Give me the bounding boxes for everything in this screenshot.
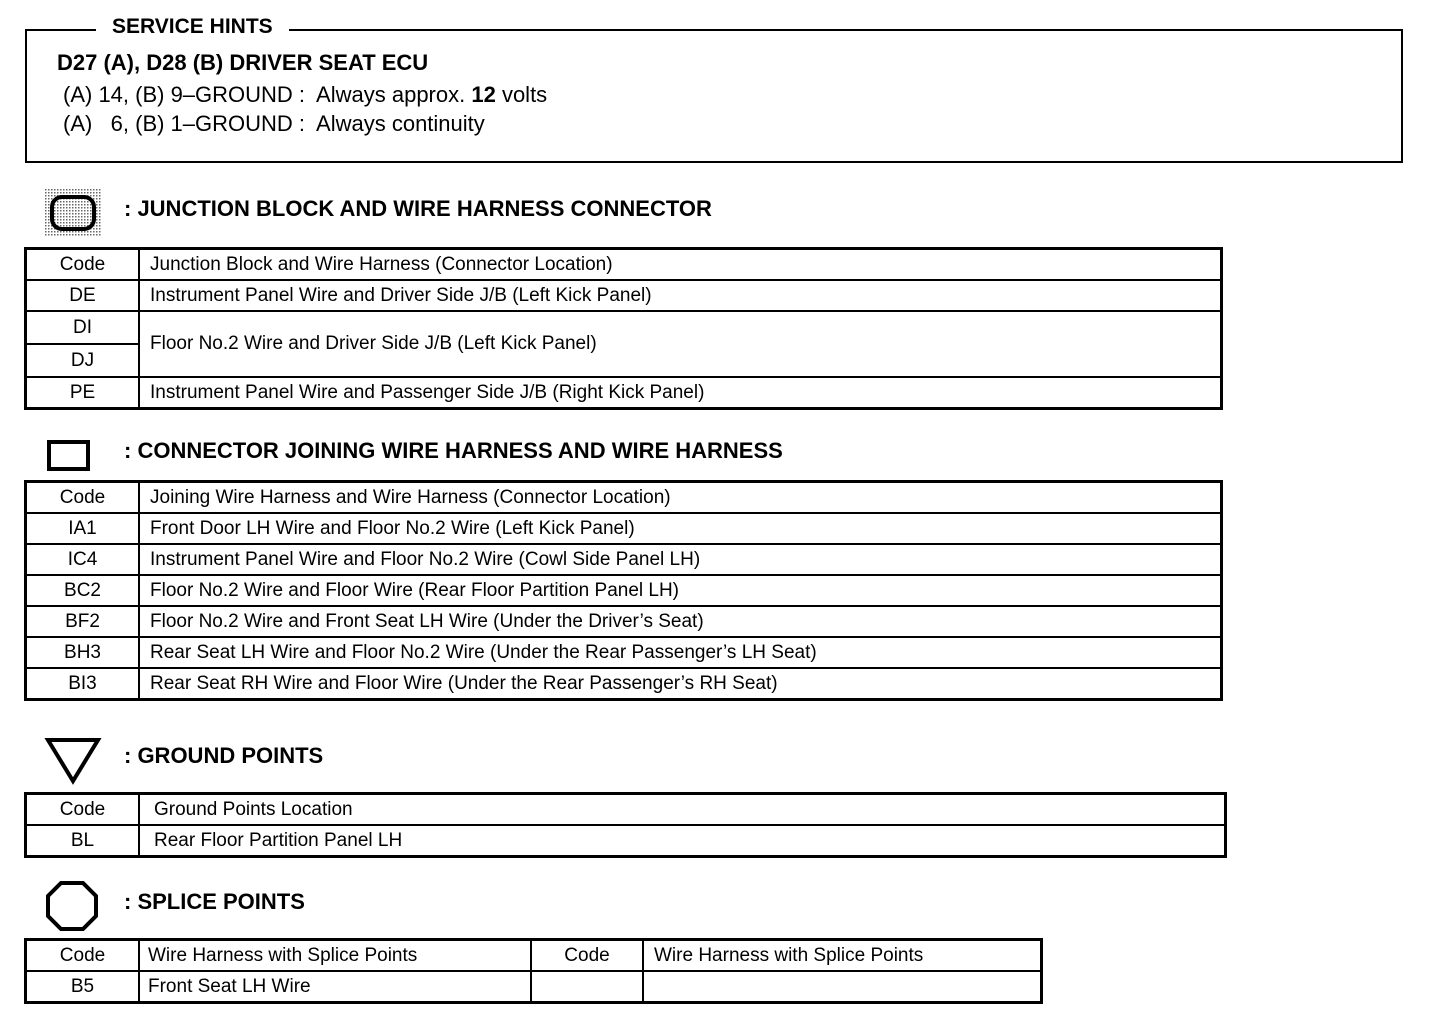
header-description-2: Wire Harness with Splice Points <box>643 940 1042 972</box>
row-code: BH3 <box>26 637 140 668</box>
row-description: Rear Seat LH Wire and Floor No.2 Wire (Under the Rear Passenger’s LH Seat) <box>139 637 1222 668</box>
row-description-2 <box>643 971 1042 1003</box>
hint-line-2: (A) 6, (B) 1–GROUND : Always continuity <box>63 111 485 136</box>
header-description: Joining Wire Harness and Wire Harness (Connector Location) <box>139 482 1222 514</box>
row-code: BF2 <box>26 606 140 637</box>
table-header-row <box>26 482 1222 514</box>
row-code: BI3 <box>26 668 140 700</box>
service-hints-heading: D27 (A), D28 (B) DRIVER SEAT ECU <box>57 50 429 75</box>
table-row <box>26 668 1222 700</box>
row-code: DE <box>26 280 140 311</box>
table-row <box>26 311 1222 344</box>
connector-table <box>24 480 1223 701</box>
table-row <box>26 377 1222 409</box>
junction-table <box>24 247 1223 410</box>
service-hints-title: SERVICE HINTS <box>96 14 289 40</box>
connector-rectangle-icon <box>47 440 91 477</box>
header-code: Code <box>26 249 140 281</box>
table-row <box>26 606 1222 637</box>
row-code: BC2 <box>26 575 140 606</box>
table-row <box>26 513 1222 544</box>
row-description: Instrument Panel Wire and Passenger Side J/B (Right Kick Panel) <box>139 377 1222 409</box>
ground-triangle-icon <box>44 737 102 790</box>
row-code: DJ <box>26 344 140 377</box>
ground-section-title: : GROUND POINTS <box>124 743 324 768</box>
row-description: Instrument Panel Wire and Floor No.2 Wire (Cowl Side Panel LH) <box>139 544 1222 575</box>
header-description: Ground Points Location <box>139 794 1226 826</box>
junction-block-icon <box>45 189 101 242</box>
row-code: PE <box>26 377 140 409</box>
header-code: Code <box>26 482 140 514</box>
row-description: Front Door LH Wire and Floor No.2 Wire (Left Kick Panel) <box>139 513 1222 544</box>
splice-table <box>24 938 1043 1004</box>
row-description: Rear Floor Partition Panel LH <box>139 825 1226 857</box>
header-description: Junction Block and Wire Harness (Connector Location) <box>139 249 1222 281</box>
row-description: Floor No.2 Wire and Floor Wire (Rear Floor Partition Panel LH) <box>139 575 1222 606</box>
header-code-2: Code <box>531 940 643 972</box>
junction-section-title: : JUNCTION BLOCK AND WIRE HARNESS CONNECTOR <box>124 196 712 221</box>
row-code: BL <box>26 825 140 857</box>
table-row <box>26 971 1042 1003</box>
table-row <box>26 544 1222 575</box>
splice-octagon-icon <box>44 880 100 937</box>
row-code-2 <box>531 971 643 1003</box>
hint-line-1: (A) 14, (B) 9–GROUND : Always approx. 12 volts <box>63 82 548 107</box>
table-row <box>26 575 1222 606</box>
table-row <box>26 825 1226 857</box>
row-description: Rear Seat RH Wire and Floor Wire (Under the Rear Passenger’s RH Seat) <box>139 668 1222 700</box>
row-description: Instrument Panel Wire and Driver Side J/B (Left Kick Panel) <box>139 280 1222 311</box>
row-description: Floor No.2 Wire and Driver Side J/B (Left Kick Panel) <box>139 311 1222 377</box>
row-description: Floor No.2 Wire and Front Seat LH Wire (Under the Driver’s Seat) <box>139 606 1222 637</box>
connector-section-title: : CONNECTOR JOINING WIRE HARNESS AND WIRE HARNESS <box>124 438 783 463</box>
header-code: Code <box>26 940 140 972</box>
row-description: Front Seat LH Wire <box>139 971 531 1003</box>
table-row <box>26 637 1222 668</box>
row-code: IC4 <box>26 544 140 575</box>
table-header-row <box>26 940 1042 972</box>
row-code: IA1 <box>26 513 140 544</box>
table-header-row <box>26 249 1222 281</box>
row-code: DI <box>26 311 140 344</box>
header-description: Wire Harness with Splice Points <box>139 940 531 972</box>
table-row <box>26 280 1222 311</box>
splice-section-title: : SPLICE POINTS <box>124 889 305 914</box>
table-header-row <box>26 794 1226 826</box>
row-code: B5 <box>26 971 140 1003</box>
header-code: Code <box>26 794 140 826</box>
ground-table <box>24 792 1227 858</box>
